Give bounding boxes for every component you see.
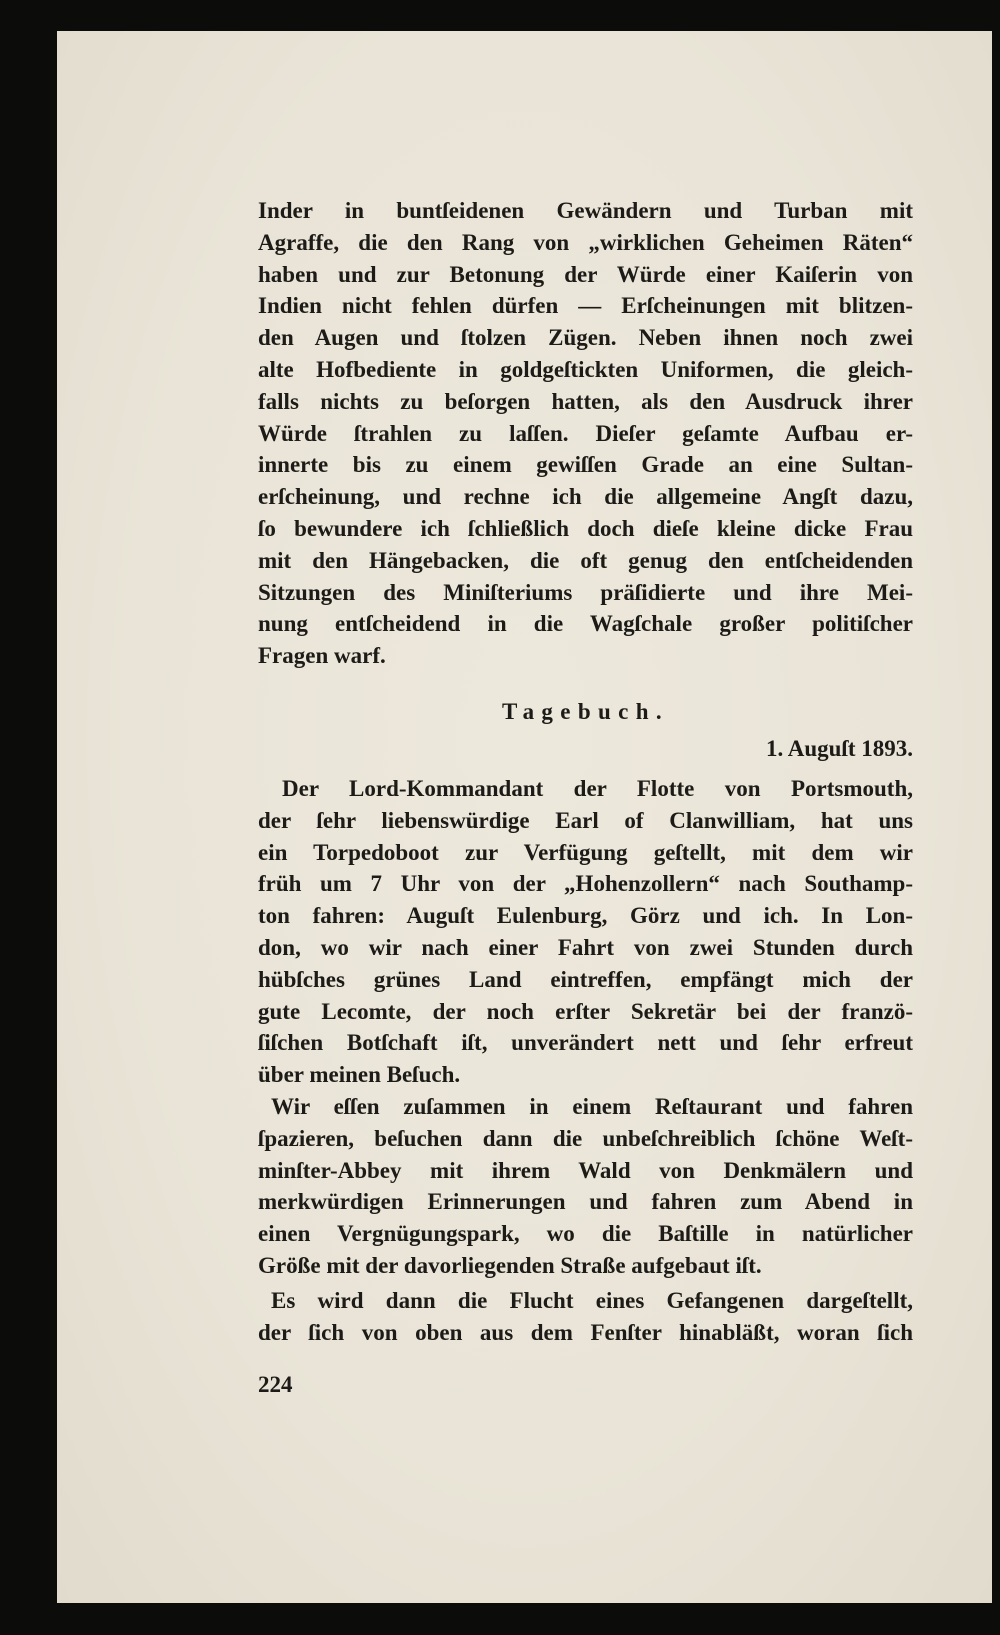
text-line: ein Torpedoboot zur Verfügung geſtellt, mit dem wir (258, 839, 913, 865)
paragraph (258, 1285, 913, 1349)
text-line: merkwürdigen Erinnerungen und fahren zum Abend in (258, 1189, 913, 1215)
text-line: Der Lord-Kommandant der Flotte von Portsmouth, (282, 776, 913, 801)
text-line: ton fahren: Auguſt Eulenburg, Görz und ich. In Lon- (258, 903, 913, 929)
text-line: Sitzungen des Miniſteriums präſidierte und ihre Mei- (258, 579, 913, 605)
section-heading: Tagebuch. (501, 699, 669, 724)
text-line: Inder in buntſeidenen Gewändern und Turban mit (258, 198, 913, 223)
paragraph (258, 773, 913, 1091)
text-line: Es wird dann die Flucht eines Gefangenen dargeſtellt, (271, 1288, 913, 1313)
text-line: nung entſcheidend in die Wagſchale großer politiſcher (258, 611, 913, 637)
text-line: mit den Hängebacken, die oft genug den entſcheidenden (258, 547, 913, 573)
text-line: Agraffe, die den Rang von „wirklichen Geheimen Räten“ (258, 229, 913, 255)
text-line: alte Hofbediente in goldgeſtickten Uniformen, die gleich- (258, 356, 913, 382)
text-line: ſo bewundere ich ſchließlich doch dieſe kleine dicke Frau (258, 515, 913, 541)
text-line: haben und zur Betonung der Würde einer Kaiſerin von (258, 261, 913, 287)
text-line: einen Vergnügungspark, wo die Baſtille in natürlicher (258, 1221, 913, 1247)
text-line: Würde ſtrahlen zu laſſen. Dieſer geſamte Aufbau er- (258, 420, 913, 446)
text-line: Fragen warf. (258, 643, 386, 669)
text-line: minſter-Abbey mit ihrem Wald von Denkmälern und (258, 1157, 913, 1183)
text-line: Wir eſſen zuſammen in einem Reſtaurant und fahren (271, 1094, 913, 1119)
text-line: don, wo wir nach einer Fahrt von zwei Stunden durch (258, 934, 913, 960)
text-line: gute Lecomte, der noch erſter Sekretär bei der franzö- (258, 998, 913, 1024)
text-line: falls nichts zu beſorgen hatten, als den Ausdruck ihrer (258, 388, 913, 414)
text-line: innerte bis zu einem gewiſſen Grade an eine Sultan- (258, 452, 913, 478)
text-line: der ſich von oben aus dem Fenſter hinabläßt, woran ſich (258, 1319, 913, 1345)
text-line: Indien nicht fehlen dürfen — Erſcheinungen mit blitzen- (258, 293, 913, 319)
paragraph-continuation (258, 195, 913, 672)
text-line: ſpazieren, beſuchen dann die unbeſchreiblich ſchöne Weſt- (258, 1125, 913, 1151)
text-line: den Augen und ſtolzen Zügen. Neben ihnen noch zwei (258, 325, 913, 351)
paragraph (258, 1091, 913, 1282)
text-line: über meinen Beſuch. (258, 1062, 461, 1088)
text-line: Größe mit der davorliegenden Straße aufgebaut iſt. (258, 1252, 762, 1278)
text-line: erſcheinung, und rechne ich die allgemeine Angſt dazu, (258, 484, 913, 510)
page-number: 224 (258, 1372, 293, 1397)
text-line: hübſches grünes Land eintreffen, empfängt mich der (258, 966, 913, 992)
text-line: früh um 7 Uhr von der „Hohenzollern“ nach Southamp- (258, 871, 913, 897)
text-line: der ſehr liebenswürdige Earl of Clanwilliam, hat uns (258, 807, 913, 833)
text-line: ſiſchen Botſchaft iſt, unverändert nett und ſehr erfreut (258, 1030, 913, 1056)
diary-date: 1. Auguſt 1893. (766, 736, 913, 761)
